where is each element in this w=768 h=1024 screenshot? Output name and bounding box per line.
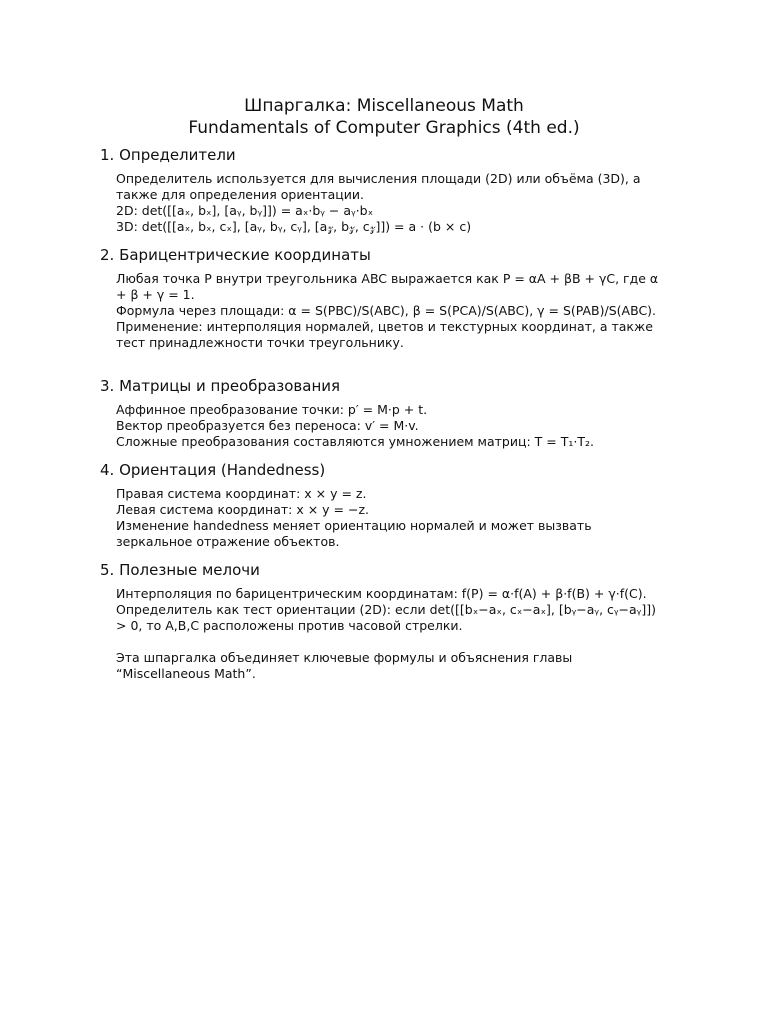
body-line: Вектор преобразуется без переноса: v′ = M·v.: [116, 418, 419, 433]
body-line: Формула через площади: α = S(PBC)/S(ABC), β = S(PCA)/S(ABC), γ = S(PAB)/S(ABC).: [116, 303, 657, 318]
section-body: [116, 402, 670, 450]
section-body: [116, 171, 670, 235]
body-line: Правая система координат: x × y = z.: [116, 486, 367, 501]
section-heading: 5. Полезные мелочи: [100, 561, 260, 579]
title-line-1: Шпаргалка: Miscellaneous Math: [244, 96, 524, 116]
body-line: Определитель используется для вычисления площади (2D) или объёма (3D), а также для определения ориентации.: [116, 171, 641, 202]
body-line: Аффинное преобразование точки: p′ = M·p + t.: [116, 402, 428, 417]
body-line: Сложные преобразования составляются умножением матриц: T = T₁·T₂.: [116, 434, 594, 449]
section-heading: 1. Определители: [100, 146, 236, 164]
section-body: [116, 271, 670, 351]
section-determinants: [100, 146, 670, 235]
body-line: Интерполяция по барицентрическим координатам: f(P) = α·f(A) + β·f(B) + γ·f(C).: [116, 586, 647, 601]
section-body: [116, 586, 670, 682]
body-line: 3D: det([[aₓ, bₓ, cₓ], [aᵧ, bᵧ, cᵧ], [a𝓏, b𝓏, c𝓏]]) = a · (b × c): [116, 219, 472, 234]
body-line: 2D: det([[aₓ, bₓ], [aᵧ, bᵧ]]) = aₓ·bᵧ − aᵧ·bₓ: [116, 203, 374, 218]
body-line: Изменение handedness меняет ориентацию нормалей и может вызвать зеркальное отражение объектов.: [116, 518, 592, 549]
section-barycentric: [100, 246, 670, 351]
body-line: Определитель как тест ориентации (2D): если det([[bₓ−aₓ, cₓ−aₓ], [bᵧ−aᵧ, cᵧ−aᵧ]]) > 0, то A,B,C расположены против часовой стрелки.: [116, 602, 656, 633]
title-line-2: Fundamentals of Computer Graphics (4th ed.): [188, 118, 580, 138]
summary-line: Эта шпаргалка объединяет ключевые формулы и объяснения главы “Miscellaneous Math”.: [116, 650, 573, 681]
body-line: Левая система координат: x × y = −z.: [116, 502, 370, 517]
section-body: [116, 486, 670, 550]
section-matrices: [100, 377, 670, 450]
section-useful-tips: [100, 561, 670, 682]
document-title: [0, 95, 768, 139]
section-heading: 3. Матрицы и преобразования: [100, 377, 341, 395]
body-line: Любая точка P внутри треугольника ABC выражается как P = αA + βB + γC, где α + β + γ = 1.: [116, 271, 659, 302]
body-line: Применение: интерполяция нормалей, цветов и текстурных координат, а также тест принадлежности точки треугольнику.: [116, 319, 653, 350]
section-handedness: [100, 461, 670, 550]
blank-line-spacer: [116, 634, 670, 650]
section-heading: 4. Ориентация (Handedness): [100, 461, 326, 479]
section-heading: 2. Барицентрические координаты: [100, 246, 371, 264]
